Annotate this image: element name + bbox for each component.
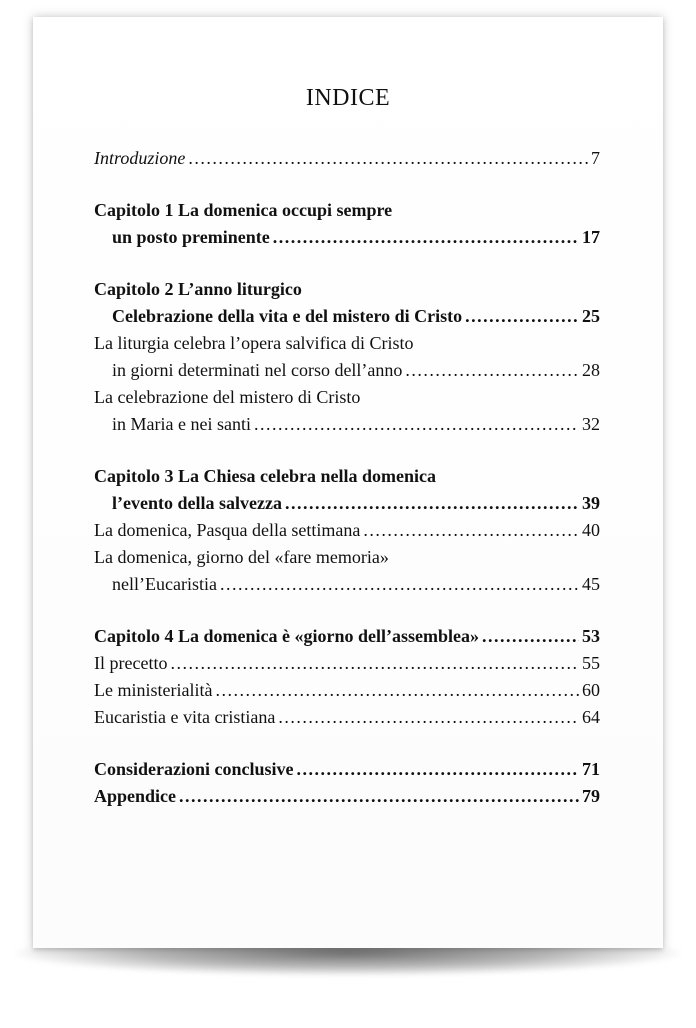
toc-leader-dots xyxy=(482,623,579,650)
toc-page-number: 32 xyxy=(582,414,600,434)
toc-page-number: 45 xyxy=(582,574,600,594)
toc-entry-introduzione[interactable] xyxy=(94,145,600,172)
toc-entry-capitolo-1-line2[interactable] xyxy=(94,224,600,251)
toc-page-number: 39 xyxy=(582,493,600,513)
toc-leader-dots xyxy=(273,224,579,251)
toc-entry-eucaristia-vita[interactable] xyxy=(94,704,600,731)
toc-leader-dots xyxy=(405,357,579,384)
toc-entry-text: Celebrazione della vita e del mistero di Cristo xyxy=(112,306,463,326)
toc-leader-dots xyxy=(297,756,579,783)
toc-entry-text: nell’Eucaristia xyxy=(112,574,217,594)
toc-entry-text: Introduzione xyxy=(94,148,186,168)
toc-page-number: 53 xyxy=(582,626,600,646)
toc-entry-celebrazione-line2[interactable] xyxy=(94,411,600,438)
toc-entry-fare-memoria-line2[interactable] xyxy=(94,571,600,598)
toc-entry-text: Eucaristia e vita cristiana xyxy=(94,707,276,727)
toc-page-number: 55 xyxy=(582,653,600,673)
toc-leader-dots xyxy=(285,490,579,517)
page-title: INDICE xyxy=(305,85,391,111)
toc-entry-text: Il precetto xyxy=(94,653,168,673)
toc-entry-capitolo-3-line1[interactable] xyxy=(94,463,600,490)
toc-entry-celebrazione-line1[interactable] xyxy=(94,384,600,411)
toc-entry-text: La celebrazione del mistero di Cristo xyxy=(94,387,361,407)
toc-page-number: 17 xyxy=(582,227,600,247)
toc-leader-dots xyxy=(465,303,579,330)
toc-leader-dots xyxy=(188,145,588,172)
toc-entry-capitolo-2-line2[interactable] xyxy=(94,303,600,330)
toc-entry-text: Appendice xyxy=(94,786,177,806)
toc-page-number: 7 xyxy=(591,148,600,168)
toc-entry-liturgia-line1[interactable] xyxy=(94,330,600,357)
toc-entry-fare-memoria-line1[interactable] xyxy=(94,544,600,571)
toc-leader-dots xyxy=(254,411,579,438)
toc-entry-ministerialita[interactable] xyxy=(94,677,600,704)
toc-leader-dots xyxy=(278,704,579,731)
toc-entry-capitolo-1-line1[interactable] xyxy=(94,197,600,224)
toc-entry-appendice[interactable] xyxy=(94,783,600,810)
toc-page-number: 25 xyxy=(582,306,600,326)
toc-entry-text: Capitolo 2 L’anno liturgico xyxy=(94,279,302,299)
toc-page-number: 40 xyxy=(582,520,600,540)
toc-entry-text: in Maria e nei santi xyxy=(112,414,251,434)
toc-leader-dots xyxy=(215,677,579,704)
toc-entry-precetto[interactable] xyxy=(94,650,600,677)
toc-page-number: 28 xyxy=(582,360,600,380)
toc-entry-considerazioni[interactable] xyxy=(94,756,600,783)
toc-page-number: 60 xyxy=(582,680,600,700)
toc-entry-text: in giorni determinati nel corso dell’anno xyxy=(112,360,403,380)
toc-leader-dots xyxy=(170,650,579,677)
toc-entry-text: La liturgia celebra l’opera salvifica di Cristo xyxy=(94,333,414,353)
toc-page-number: 64 xyxy=(582,707,600,727)
toc-leader-dots xyxy=(179,783,579,810)
book-page xyxy=(33,17,663,948)
toc-entry-text: Considerazioni conclusive xyxy=(94,759,294,779)
toc-entry-capitolo-4[interactable] xyxy=(94,623,600,650)
toc-entry-liturgia-line2[interactable] xyxy=(94,357,600,384)
toc-entry-pasqua-settimana[interactable] xyxy=(94,517,600,544)
table-of-contents xyxy=(94,145,600,810)
toc-entry-text: Capitolo 3 La Chiesa celebra nella domenica xyxy=(94,466,436,486)
toc-entry-text: La domenica, giorno del «fare memoria» xyxy=(94,547,389,567)
toc-entry-text: Le ministerialità xyxy=(94,680,213,700)
toc-entry-text: l’evento della salvezza xyxy=(112,493,282,513)
toc-entry-text: La domenica, Pasqua della settimana xyxy=(94,520,361,540)
toc-page-number: 71 xyxy=(582,759,600,779)
toc-entry-capitolo-2-line1[interactable] xyxy=(94,276,600,303)
toc-leader-dots xyxy=(220,571,579,598)
toc-entry-text: Capitolo 4 La domenica è «giorno dell’assemblea» xyxy=(94,626,479,646)
toc-entry-text: un posto preminente xyxy=(112,227,270,247)
toc-entry-text: Capitolo 1 La domenica occupi sempre xyxy=(94,200,393,220)
toc-entry-capitolo-3-line2[interactable] xyxy=(94,490,600,517)
toc-leader-dots xyxy=(363,517,579,544)
toc-page-number: 79 xyxy=(582,786,600,806)
